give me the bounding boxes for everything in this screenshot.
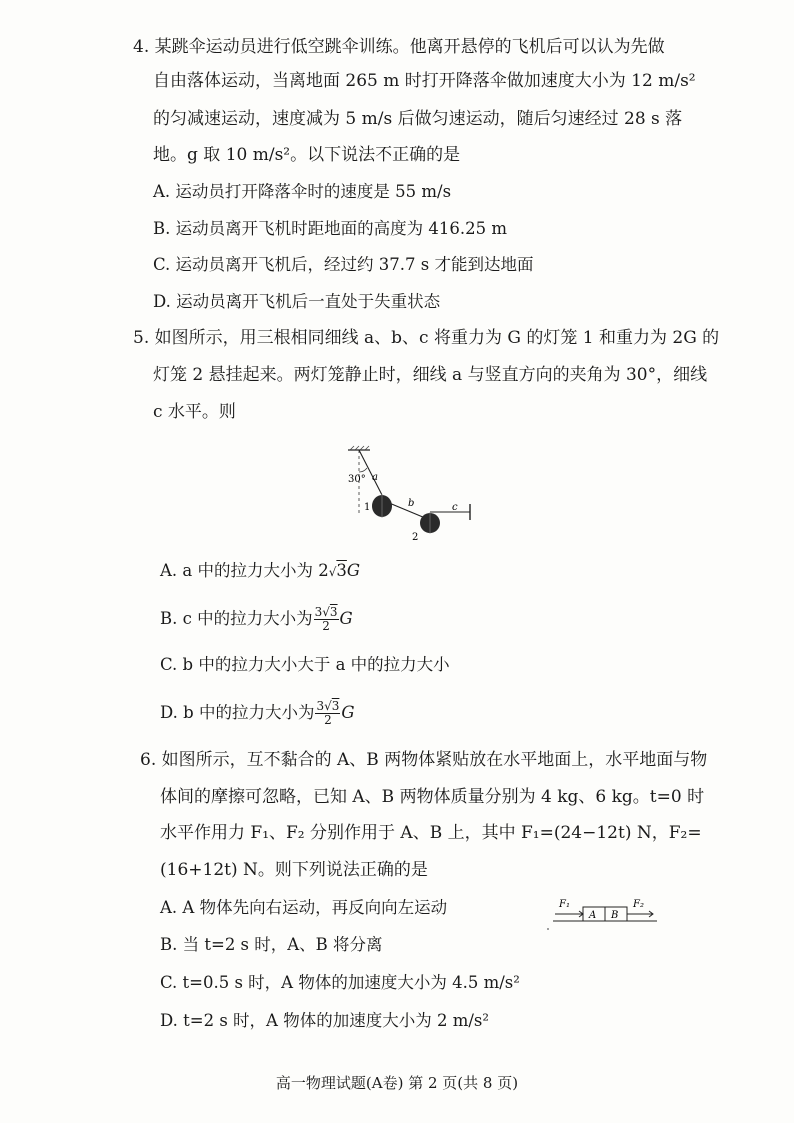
q6-option-d: D. t=2 s 时，A 物体的加速度大小为 2 m/s² xyxy=(160,1011,489,1030)
q6-line-4: (16+12t) N。则下列说法正确的是 xyxy=(160,860,428,880)
q5-line-3: c 水平。则 xyxy=(153,402,236,422)
frac-root: 3 xyxy=(331,699,340,713)
label-a: a xyxy=(372,472,378,483)
q5-option-d-fraction: $\frac{3√3}{2}$ xyxy=(316,699,340,727)
frac-den: 2 xyxy=(324,713,332,727)
q5-line-1: 5. 如图所示，用三根相同细线 a、b、c 将重力为 G 的灯笼 1 和重力为 2G 的 xyxy=(133,328,720,348)
q6-blocks-figure xyxy=(545,895,665,935)
q4-line-1: 4. 某跳伞运动员进行低空跳伞训练。他离开悬停的飞机后可以认为先做 xyxy=(133,37,665,57)
q4-line-2: 自由落体运动，当离地面 265 m 时打开降落伞做加速度大小为 12 m/s² xyxy=(153,71,696,91)
q5-option-b-unit: G xyxy=(339,609,353,628)
q6-line-3: 水平作用力 F₁、F₂ 分别作用于 A、B 上，其中 F₁=(24−12t) N，F₂= xyxy=(160,823,702,843)
q5-option-b xyxy=(160,606,353,633)
page-footer: 高一物理试题(A卷) 第 2 页(共 8 页) xyxy=(275,1074,519,1092)
q6-line-1: 6. 如图所示，互不黏合的 A、B 两物体紧贴放在水平地面上，水平地面与物 xyxy=(140,750,708,770)
q5-option-d-text: D. b 中的拉力大小为 xyxy=(160,703,315,722)
f2-label: F₂ xyxy=(633,899,644,910)
q5-lantern-figure xyxy=(330,440,490,545)
q6-option-c: C. t=0.5 s 时，A 物体的加速度大小为 4.5 m/s² xyxy=(160,973,520,992)
q5-option-b-fraction: $\frac{3√3}{2}$ xyxy=(314,605,338,633)
label-c: c xyxy=(452,502,458,513)
q6-option-b: B. 当 t=2 s 时，A、B 将分离 xyxy=(160,935,383,954)
f1-label: F₁ xyxy=(559,899,570,910)
frac-root: 3 xyxy=(329,605,338,619)
q5-option-c: C. b 中的拉力大小大于 a 中的拉力大小 xyxy=(160,655,450,674)
block-a-label: A xyxy=(589,910,597,921)
q4-line-3: 的匀减速运动，速度减为 5 m/s 后做匀速运动，随后匀速经过 28 s 落 xyxy=(153,109,683,129)
frac-coef: 3 xyxy=(314,605,323,619)
q5-option-d-unit: G xyxy=(341,703,355,722)
q4-option-b: B. 运动员离开飞机时距地面的高度为 416.25 m xyxy=(153,219,507,238)
block-b-label: B xyxy=(611,910,619,921)
q5-option-a-text: A. a 中的拉力大小为 2 xyxy=(160,561,329,580)
frac-coef: 3 xyxy=(316,699,325,713)
q5-option-b-text: B. c 中的拉力大小为 xyxy=(160,609,313,628)
q5-option-d xyxy=(160,700,355,727)
string-a xyxy=(359,450,382,495)
q6-line-2: 体间的摩擦可忽略，已知 A、B 两物体质量分别为 4 kg、6 kg。t=0 时 xyxy=(160,787,705,807)
q4-line-4: 地。g 取 10 m/s²。以下说法不正确的是 xyxy=(153,145,461,165)
q4-option-a: A. 运动员打开降落伞时的速度是 55 m/s xyxy=(153,182,452,201)
frac-den: 2 xyxy=(322,619,330,633)
q5-option-a-unit: G xyxy=(346,561,361,580)
q4-option-c: C. 运动员离开飞机后，经过约 37.7 s 才能到达地面 xyxy=(153,255,534,274)
label-2: 2 xyxy=(412,532,419,543)
q5-option-a-root: 3 xyxy=(336,561,347,580)
q5-option-a: A. a 中的拉力大小为 2√3G xyxy=(160,561,361,580)
label-b: b xyxy=(408,498,415,509)
label-1: 1 xyxy=(364,502,371,513)
q6-option-a: A. A 物体先向右运动，再反向向左运动 xyxy=(160,898,448,917)
angle-label: 30° xyxy=(348,474,366,485)
q5-line-2: 灯笼 2 悬挂起来。两灯笼静止时，细线 a 与竖直方向的夹角为 30°，细线 xyxy=(153,365,708,385)
q4-option-d: D. 运动员离开飞机后一直处于失重状态 xyxy=(153,292,441,311)
